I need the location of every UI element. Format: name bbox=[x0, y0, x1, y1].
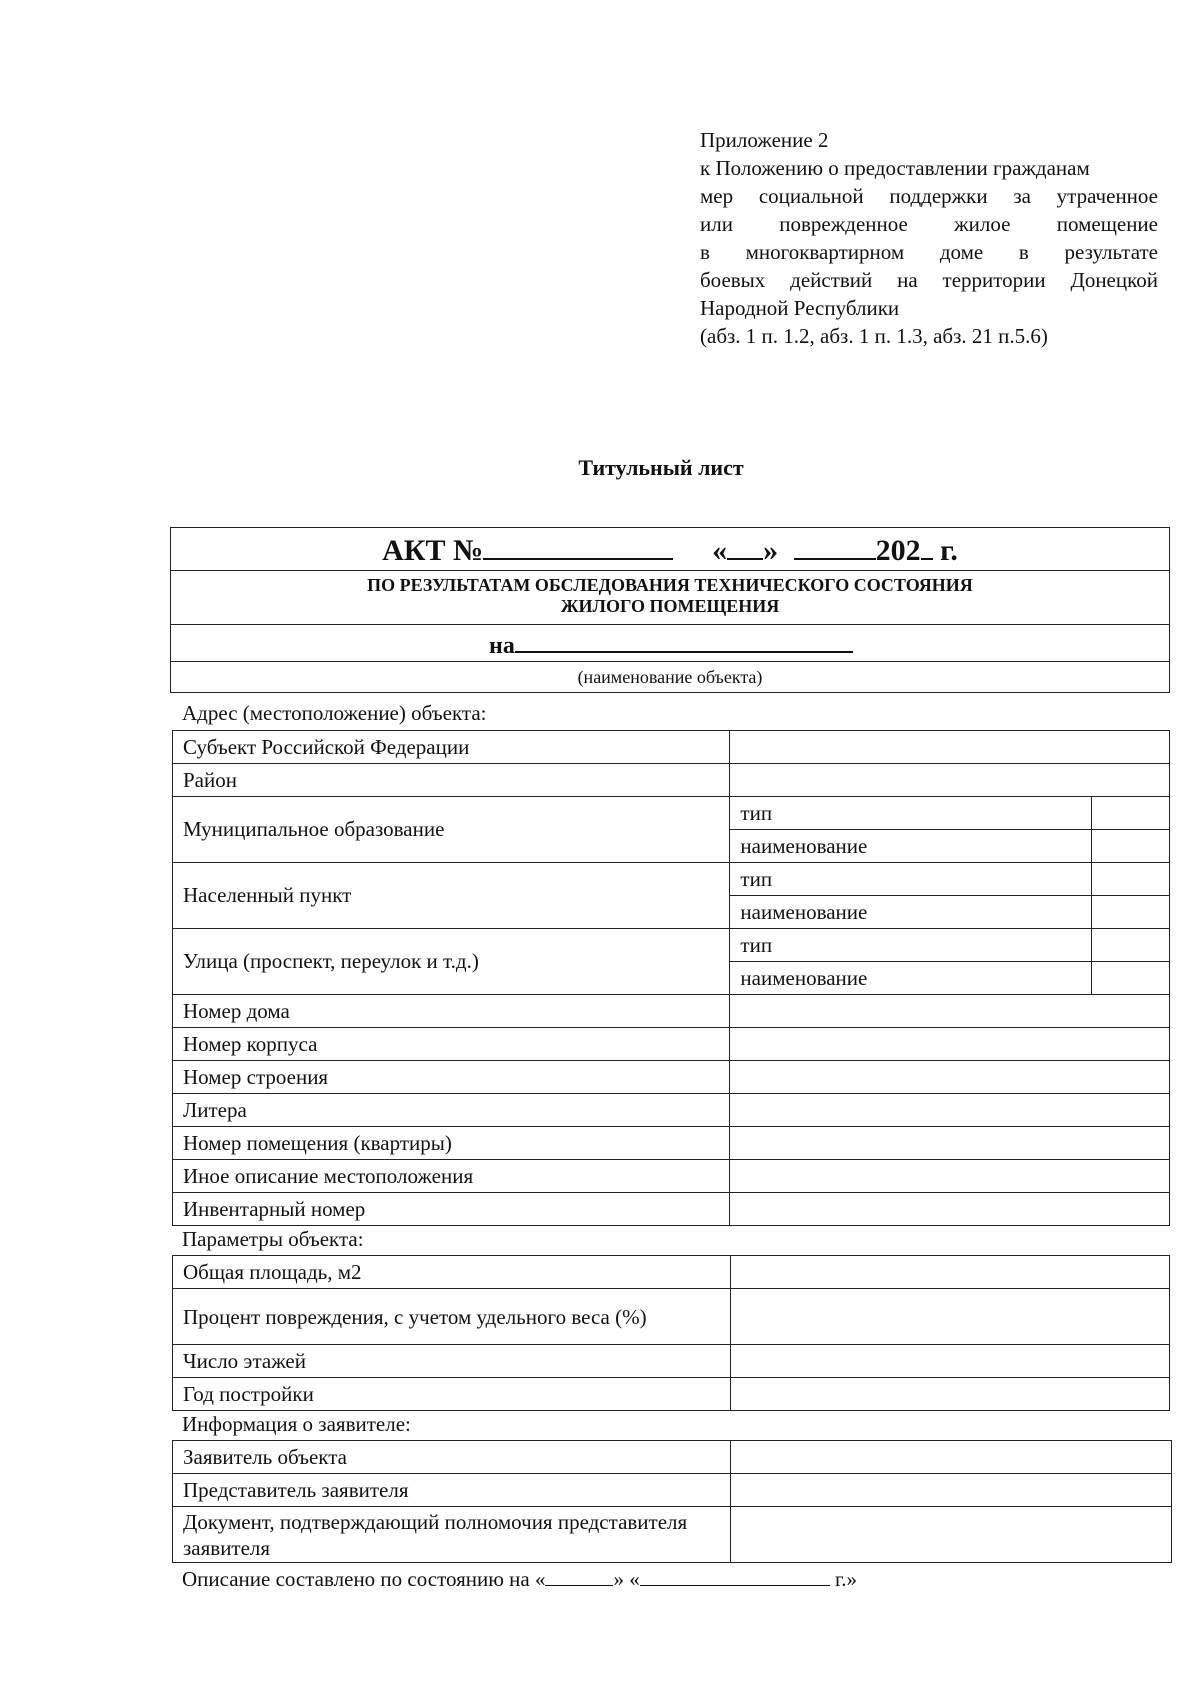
appendix-line: к Положению о предоставлении гражданам bbox=[700, 156, 1090, 180]
appendix-reference bbox=[700, 126, 1158, 350]
page-title: Титульный лист bbox=[578, 455, 744, 480]
act-subtitle bbox=[171, 571, 1169, 625]
date-quote-close: » bbox=[763, 534, 779, 567]
row-label: Район bbox=[173, 764, 730, 797]
appendix-line: мер социальной поддержки за утраченное bbox=[700, 184, 1158, 208]
table-row bbox=[173, 1127, 1170, 1160]
document-value-cell[interactable] bbox=[730, 1507, 1171, 1563]
description-month-year-field[interactable] bbox=[640, 1565, 830, 1586]
table-row bbox=[173, 1193, 1170, 1226]
settlement-name-cell[interactable] bbox=[1092, 896, 1170, 929]
municipality-name-cell[interactable] bbox=[1092, 830, 1170, 863]
description-day-field[interactable] bbox=[545, 1565, 613, 1586]
settlement-type-cell[interactable] bbox=[1092, 863, 1170, 896]
act-subtitle-line: ЖИЛОГО ПОМЕЩЕНИЯ bbox=[560, 596, 780, 616]
year-built-value-cell[interactable] bbox=[730, 1378, 1170, 1411]
description-date-label: Описание составлено по состоянию на bbox=[182, 1567, 530, 1591]
row-label: Документ, подтверждающий полномочия представителя заявителя bbox=[173, 1507, 731, 1563]
row-label: Номер корпуса bbox=[173, 1028, 730, 1061]
params-table bbox=[172, 1255, 1170, 1411]
type-label: тип bbox=[730, 863, 1092, 896]
municipality-type-cell[interactable] bbox=[1092, 797, 1170, 830]
act-number-row bbox=[171, 528, 1169, 571]
row-label: Номер строения bbox=[173, 1061, 730, 1094]
date-quote: » bbox=[613, 1567, 624, 1591]
apartment-value-cell[interactable] bbox=[730, 1127, 1170, 1160]
address-table bbox=[172, 730, 1170, 1226]
applicant-value-cell[interactable] bbox=[730, 1441, 1171, 1474]
letter-value-cell[interactable] bbox=[730, 1094, 1170, 1127]
act-number-label: АКТ № bbox=[382, 534, 484, 567]
name-label: наименование bbox=[730, 962, 1092, 995]
row-label: Общая площадь, м2 bbox=[173, 1256, 731, 1289]
act-header-box bbox=[170, 527, 1170, 693]
building-value-cell[interactable] bbox=[730, 1028, 1170, 1061]
appendix-clauses: (абз. 1 п. 1.2, абз. 1 п. 1.3, абз. 21 п.5.6) bbox=[700, 324, 1048, 348]
appendix-line: Народной Республики bbox=[700, 296, 900, 320]
street-type-cell[interactable] bbox=[1092, 929, 1170, 962]
appendix-line: боевых действий на территории Донецкой bbox=[700, 268, 1158, 292]
row-label: Муниципальное образование bbox=[173, 797, 730, 863]
name-label: наименование bbox=[730, 896, 1092, 929]
act-day-field[interactable] bbox=[727, 528, 763, 560]
row-label: Населенный пункт bbox=[173, 863, 730, 929]
table-row bbox=[173, 1345, 1170, 1378]
table-row bbox=[173, 1474, 1172, 1507]
act-object-label: на bbox=[489, 633, 515, 659]
row-label: Улица (проспект, переулок и т.д.) bbox=[173, 929, 730, 995]
address-heading: Адрес (местоположение) объекта: bbox=[182, 701, 487, 725]
table-row bbox=[173, 731, 1170, 764]
date-suffix: г.» bbox=[834, 1567, 857, 1591]
name-label: наименование bbox=[730, 830, 1092, 863]
row-label: Инвентарный номер bbox=[173, 1193, 730, 1226]
table-row bbox=[173, 1441, 1172, 1474]
other-location-value-cell[interactable] bbox=[730, 1160, 1170, 1193]
table-row bbox=[173, 1289, 1170, 1345]
floors-value-cell[interactable] bbox=[730, 1345, 1170, 1378]
row-label: Заявитель объекта bbox=[173, 1441, 731, 1474]
subject-value-cell[interactable] bbox=[730, 731, 1170, 764]
table-row bbox=[173, 929, 1170, 962]
table-row bbox=[173, 797, 1170, 830]
type-label: тип bbox=[730, 929, 1092, 962]
table-row bbox=[173, 1160, 1170, 1193]
appendix-line: или поврежденное жилое помещение bbox=[700, 212, 1158, 236]
table-row bbox=[173, 863, 1170, 896]
row-label: Процент повреждения, с учетом удельного веса (%) bbox=[173, 1289, 731, 1345]
row-label: Литера bbox=[173, 1094, 730, 1127]
table-row bbox=[173, 1256, 1170, 1289]
district-value-cell[interactable] bbox=[730, 764, 1170, 797]
act-object-row bbox=[171, 625, 1169, 662]
area-value-cell[interactable] bbox=[730, 1256, 1170, 1289]
date-quote-open: « bbox=[712, 534, 728, 567]
house-value-cell[interactable] bbox=[730, 995, 1170, 1028]
description-date-line bbox=[182, 1565, 857, 1592]
table-row bbox=[173, 1061, 1170, 1094]
date-quote: « bbox=[629, 1567, 640, 1591]
row-label: Число этажей bbox=[173, 1345, 731, 1378]
row-label: Номер дома bbox=[173, 995, 730, 1028]
table-row bbox=[173, 1028, 1170, 1061]
representative-value-cell[interactable] bbox=[730, 1474, 1171, 1507]
appendix-number: Приложение 2 bbox=[700, 128, 829, 152]
damage-value-cell[interactable] bbox=[730, 1289, 1170, 1345]
act-subtitle-line: ПО РЕЗУЛЬТАТАМ ОБСЛЕДОВАНИЯ ТЕХНИЧЕСКОГО СОСТОЯНИЯ bbox=[367, 575, 973, 595]
params-heading: Параметры объекта: bbox=[182, 1227, 364, 1251]
type-label: тип bbox=[730, 797, 1092, 830]
structure-value-cell[interactable] bbox=[730, 1061, 1170, 1094]
applicant-heading: Информация о заявителе: bbox=[182, 1412, 411, 1436]
street-name-cell[interactable] bbox=[1092, 962, 1170, 995]
date-quote: « bbox=[534, 1567, 546, 1591]
table-row bbox=[173, 1094, 1170, 1127]
act-year-suffix: г. bbox=[940, 534, 958, 567]
act-number-field[interactable] bbox=[483, 528, 673, 560]
act-month-field[interactable] bbox=[794, 528, 876, 560]
table-row bbox=[173, 1378, 1170, 1411]
table-row bbox=[173, 1507, 1172, 1563]
act-object-field[interactable] bbox=[515, 625, 853, 653]
applicant-table bbox=[172, 1440, 1172, 1563]
row-label: Номер помещения (квартиры) bbox=[173, 1127, 730, 1160]
appendix-line: в многоквартирном доме в результате bbox=[700, 240, 1158, 264]
row-label: Иное описание местоположения bbox=[173, 1160, 730, 1193]
table-row bbox=[173, 995, 1170, 1028]
row-label: Субъект Российской Федерации bbox=[173, 731, 730, 764]
act-object-caption: (наименование объекта) bbox=[577, 667, 763, 687]
table-row bbox=[173, 764, 1170, 797]
act-year: 202 bbox=[875, 534, 921, 567]
row-label: Год постройки bbox=[173, 1378, 731, 1411]
act-year-digit-field[interactable] bbox=[921, 528, 933, 560]
inventory-value-cell[interactable] bbox=[730, 1193, 1170, 1226]
row-label: Представитель заявителя bbox=[173, 1474, 731, 1507]
